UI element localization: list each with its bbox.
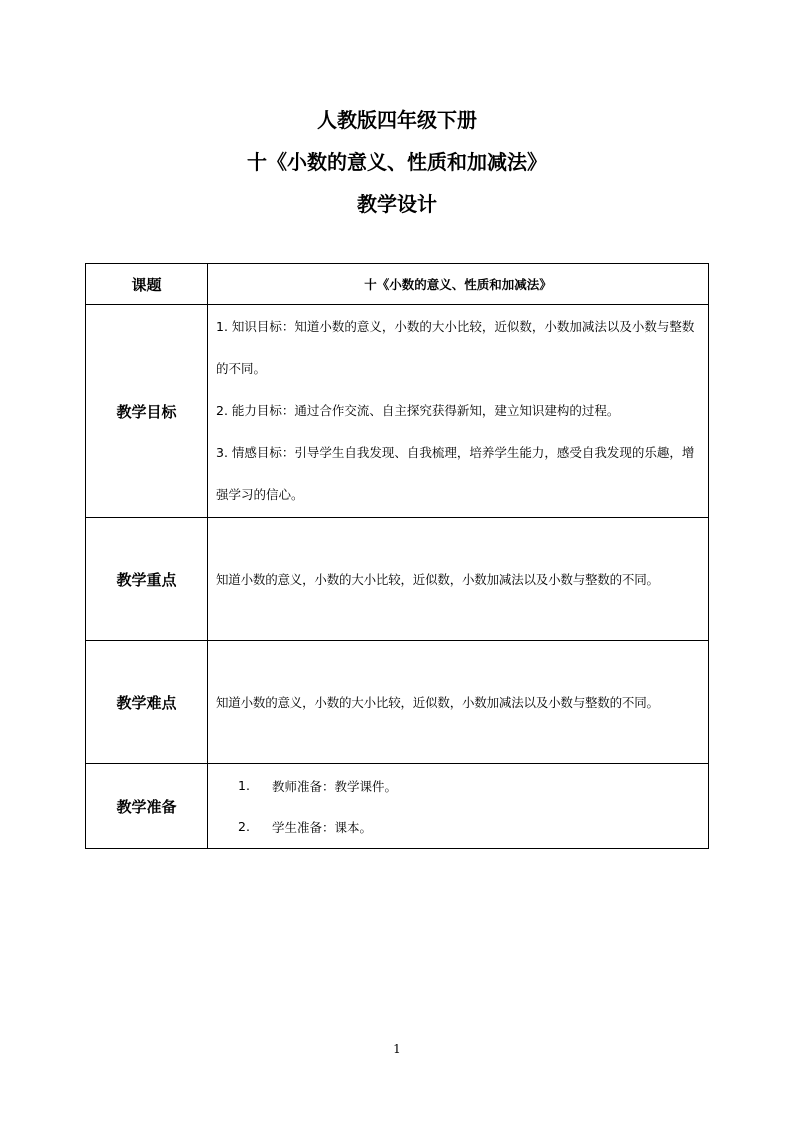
lesson-plan-table [85,263,709,849]
title-unit: 十《小数的意义、性质和加减法》 [247,150,547,174]
page-number: 1 [393,1042,401,1056]
prep-item-number: 2. [238,819,250,834]
prep-item-text: 学生准备：课本。 [272,819,373,835]
title-teaching-design: 教学设计 [357,192,437,216]
key-points-label: 教学重点 [86,518,208,641]
topic-value: 十《小数的意义、性质和加减法》 [208,264,709,305]
difficulties-text: 知道小数的意义，小数的大小比较，近似数，小数加减法以及小数与整数的不同。 [216,695,659,710]
preparation-cell [208,764,709,849]
goal-ability: 2. 能力目标：通过合作交流、自主探究获得新知，建立知识建构的过程。 [216,403,620,418]
preparation-label: 教学准备 [86,764,208,849]
difficulties-label: 教学难点 [86,641,208,764]
row-topic [86,264,709,305]
row-preparation [86,764,709,849]
prep-item-number: 1. [238,778,250,793]
prep-item-student [238,806,708,847]
row-goals [86,305,709,518]
row-difficulties [86,641,709,764]
row-key-points [86,518,709,641]
goals-label: 教学目标 [86,305,208,518]
prep-item-text: 教师准备：教学课件。 [272,778,398,794]
difficulties-cell [208,641,709,764]
goal-knowledge: 1. 知识目标：知道小数的意义，小数的大小比较，近似数，小数加减法以及小数与整数的不同。 [216,319,695,376]
topic-label: 课题 [86,264,208,305]
goals-cell [208,305,709,518]
key-points-cell [208,518,709,641]
title-publisher-grade: 人教版四年级下册 [317,108,477,132]
key-points-text: 知道小数的意义，小数的大小比较，近似数，小数加减法以及小数与整数的不同。 [216,572,659,587]
goal-emotion: 3. 情感目标：引导学生自我发现、自我梳理，培养学生能力，感受自我发现的乐趣，增强学习的信心。 [216,445,695,502]
prep-item-teacher [238,765,708,806]
